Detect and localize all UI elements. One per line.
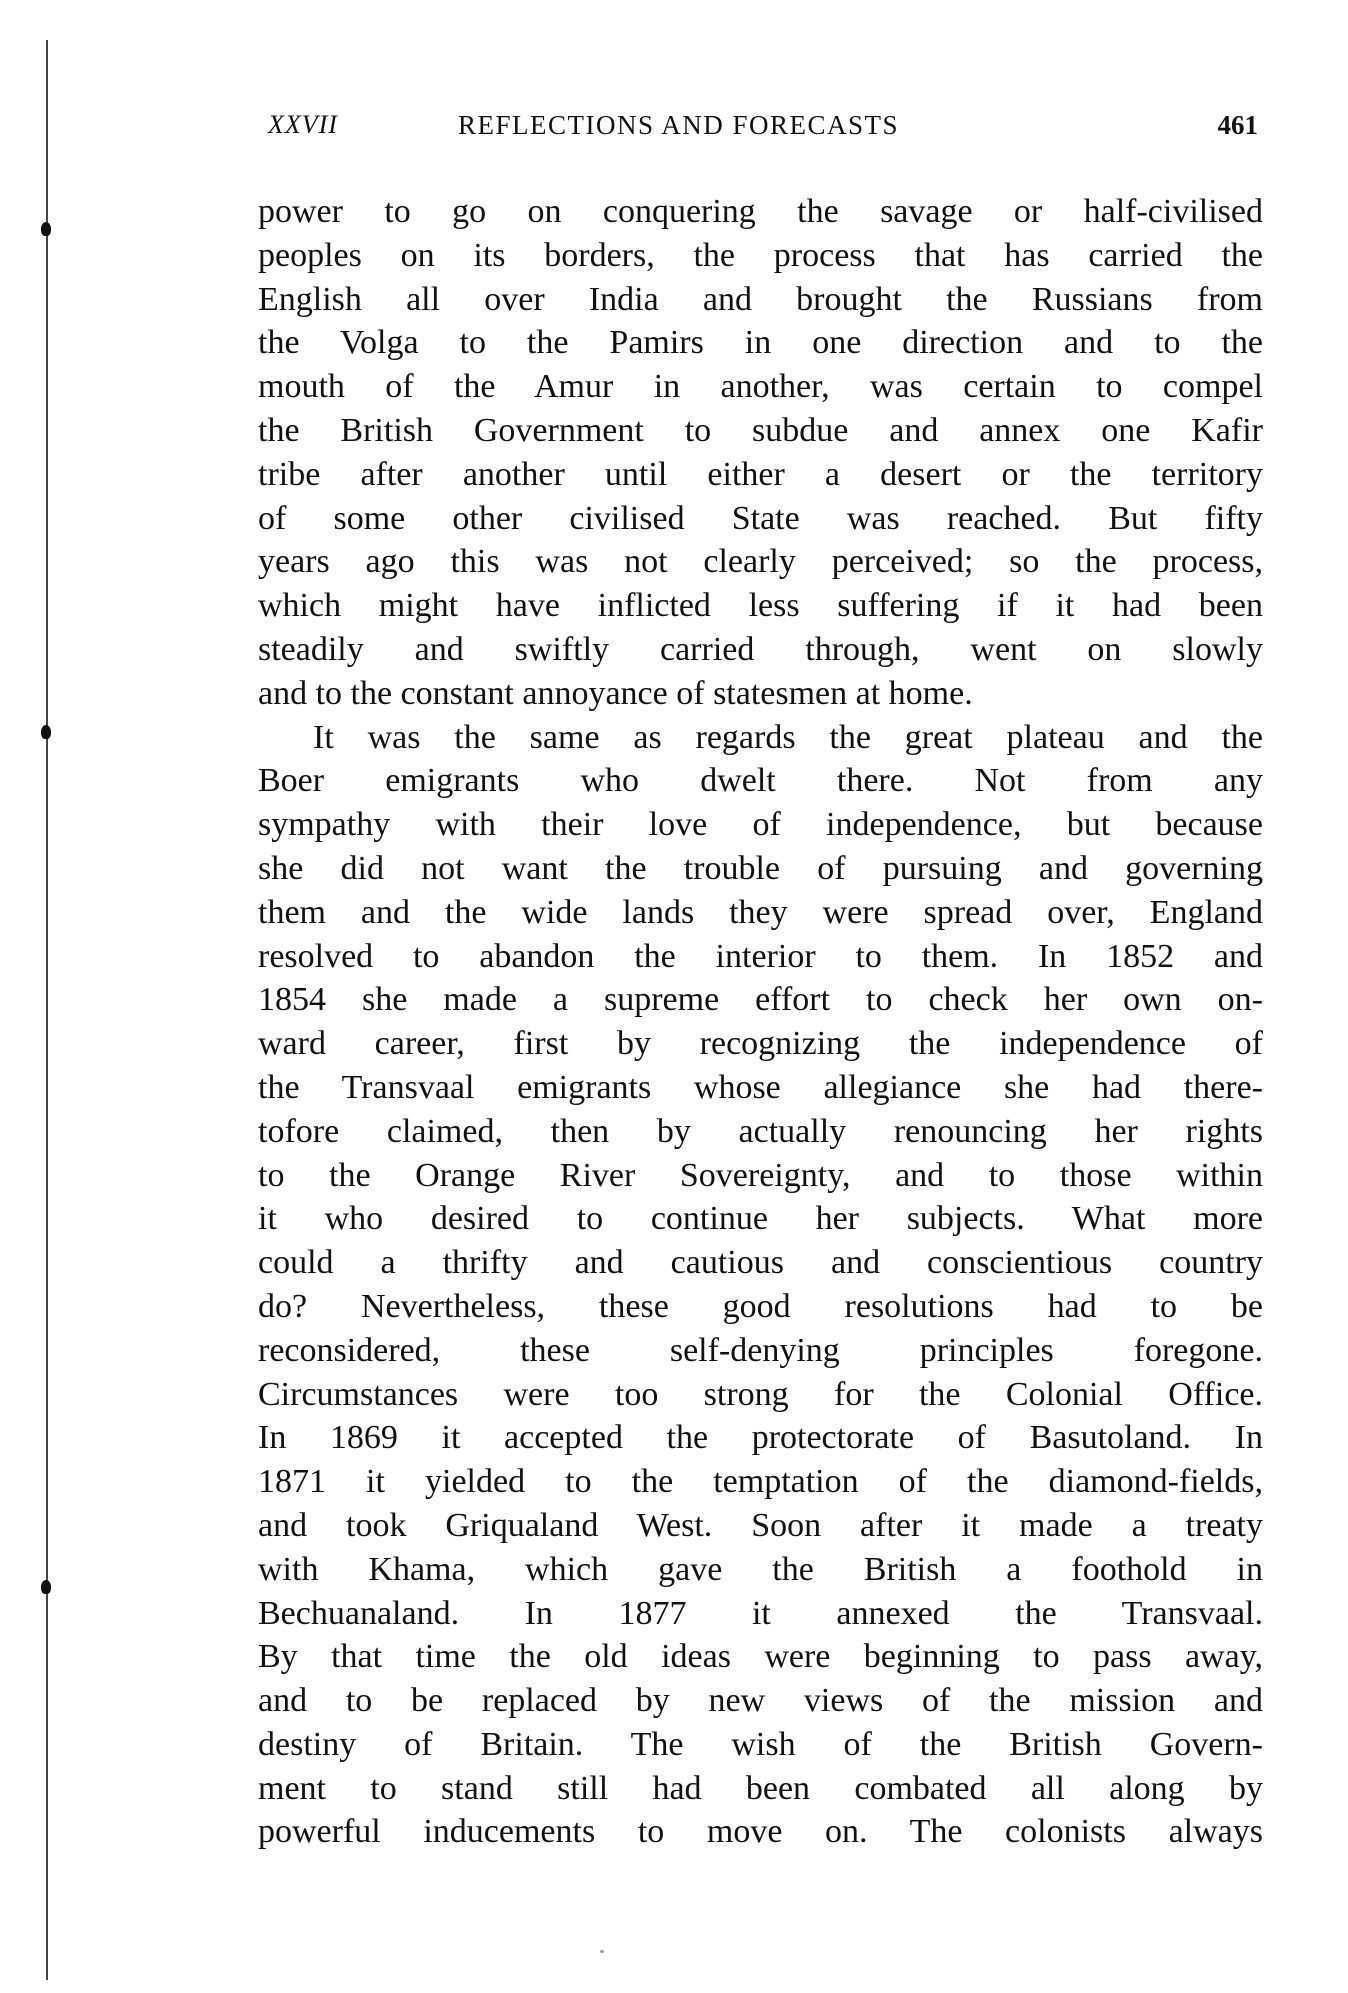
text-line: reconsidered, these self-denying principles foregone. bbox=[258, 1331, 1263, 1369]
text-line: the British Government to subdue and annex one Kafir bbox=[258, 411, 1263, 449]
text-line: power to go on conquering the savage or half-civilised bbox=[258, 193, 1263, 230]
text-line: sympathy with their love of independence, but because bbox=[258, 806, 1263, 844]
binding-mark bbox=[41, 222, 51, 236]
binding-mark bbox=[41, 725, 51, 739]
text-line: do? Nevertheless, these good resolutions had to be bbox=[258, 1287, 1263, 1325]
text-line: tofore claimed, then by actually renouncing her rights bbox=[258, 1112, 1263, 1150]
text-line: tribe after another until either a desert or the territory bbox=[258, 455, 1263, 493]
text-line: ward career, first by recognizing the independence of bbox=[258, 1025, 1263, 1063]
text-line: peoples on its borders, the process that has carried the bbox=[258, 236, 1263, 274]
text-line: could a thrifty and cautious and conscientious country bbox=[258, 1244, 1263, 1282]
text-line: In 1869 it accepted the protectorate of Basutoland. In bbox=[258, 1419, 1263, 1457]
text-line: and took Griqualand West. Soon after it made a treaty bbox=[258, 1506, 1263, 1544]
binding-mark bbox=[41, 1580, 51, 1594]
ink-speck bbox=[600, 1950, 604, 1953]
text-line: and to be replaced by new views of the mission and bbox=[258, 1682, 1263, 1720]
text-line: English all over India and brought the Russians from bbox=[258, 280, 1263, 318]
text-line: Bechuanaland. In 1877 it annexed the Transvaal. bbox=[258, 1594, 1263, 1632]
text-line: ment to stand still had been combated all along by bbox=[258, 1769, 1263, 1807]
text-line: 1854 she made a supreme effort to check her own on- bbox=[258, 981, 1263, 1019]
text-line: to the Orange River Sovereignty, and to those within bbox=[258, 1156, 1263, 1194]
running-title: REFLECTIONS AND FORECASTS bbox=[458, 110, 900, 140]
text-line: 1871 it yielded to the temptation of the diamond-fields, bbox=[258, 1463, 1263, 1501]
text-line: steadily and swiftly carried through, went on slowly bbox=[258, 630, 1263, 668]
text-line: Circumstances were too strong for the Colonial Office. bbox=[258, 1375, 1263, 1413]
text-line: it who desired to continue her subjects. What more bbox=[258, 1200, 1263, 1238]
text-line: them and the wide lands they were spread over, England bbox=[258, 893, 1263, 931]
page-number: 461 bbox=[1217, 110, 1258, 140]
text-line: Boer emigrants who dwelt there. Not from any bbox=[258, 762, 1263, 800]
text-line: By that time the old ideas were beginning to pass away, bbox=[258, 1638, 1263, 1676]
text-line: destiny of Britain. The wish of the British Govern- bbox=[258, 1725, 1263, 1763]
text-line: powerful inducements to move on. The colonists always bbox=[258, 1813, 1263, 1851]
binding-edge bbox=[46, 40, 48, 1980]
chapter-number: XXVII bbox=[268, 110, 338, 139]
body-text bbox=[258, 190, 1263, 1854]
text-line: It was the same as regards the great plateau and the bbox=[313, 718, 1263, 756]
running-head bbox=[268, 110, 1258, 150]
text-line: she did not want the trouble of pursuing and governing bbox=[258, 849, 1263, 887]
text-line: which might have inflicted less suffering if it had been bbox=[258, 587, 1263, 625]
text-line: and to the constant annoyance of statesmen at home. bbox=[258, 674, 973, 712]
text-line: of some other civilised State was reached. But fifty bbox=[258, 499, 1263, 537]
text-line: mouth of the Amur in another, was certain to compel bbox=[258, 368, 1263, 406]
text-line: the Transvaal emigrants whose allegiance she had there- bbox=[258, 1068, 1263, 1106]
text-line: with Khama, which gave the British a foothold in bbox=[258, 1550, 1263, 1588]
text-line: resolved to abandon the interior to them. In 1852 and bbox=[258, 937, 1263, 975]
text-line: years ago this was not clearly perceived; so the process, bbox=[258, 543, 1263, 581]
text-line: the Volga to the Pamirs in one direction and to the bbox=[258, 324, 1263, 362]
